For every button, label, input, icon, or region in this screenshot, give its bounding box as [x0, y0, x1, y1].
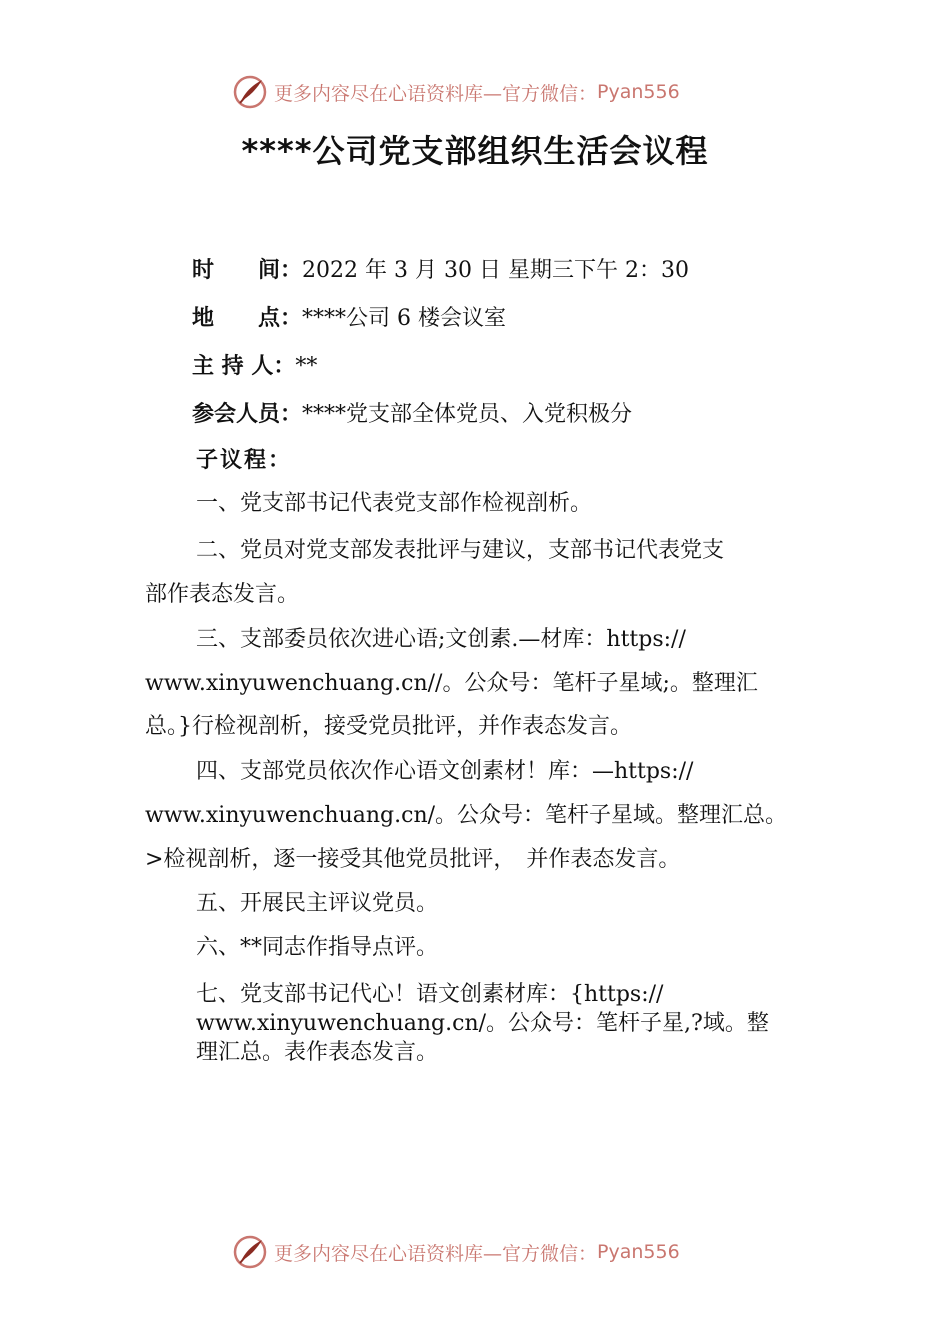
agenda-item-3-line-2: www.xinyuwenchuang.cn//。公众号：笔杆子星域;。整理汇: [145, 671, 758, 696]
agenda-item-1: 一、党支部书记代表党支部作检视剖析。: [196, 491, 593, 516]
time-value: 2022 年 3 月 30 日 星期三下午 2：30: [302, 258, 689, 283]
meta-place-row: [192, 304, 506, 334]
host-label: 主 持 人：: [192, 354, 296, 379]
agenda-item-7-line-1: 七、党支部书记代心！语文创素材库：{https://: [196, 982, 664, 1007]
place-value: ****公司 6 楼会议室: [302, 306, 506, 331]
agenda-item-3-line-3: 总。}行检视剖析，接受党员批评，并作表态发言。: [145, 714, 632, 739]
agenda-item-4-line-2: www.xinyuwenchuang.cn/。公众号：笔杆子星域。整理汇总。: [145, 803, 788, 828]
agenda-item-5: 五、开展民主评议党员。: [196, 891, 439, 916]
page-title: ****公司党支部组织生活会议程: [241, 132, 709, 170]
agenda-item-2-line-1: 二、党员对党支部发表批评与建议，支部书记代表党支: [196, 538, 725, 563]
host-value: **: [295, 354, 318, 379]
agenda-item-4-line-1: 四、支部党员依次作心语文创素材！库：—https://: [196, 759, 694, 784]
place-label: 地 点：: [192, 306, 303, 331]
agenda-item-4-line-3: >检视剖析，逐一接受其他党员批评， 并作表态发言。: [145, 847, 681, 872]
feather-pen-logo-icon: [232, 1234, 268, 1270]
banner-text: 更多内容尽在心语资料库—官方微信：: [274, 1242, 598, 1265]
agenda-item-6: 六、**同志作指导点评。: [196, 935, 439, 960]
attendees-label: 参会人员：: [192, 402, 303, 427]
agenda-item-2-line-2: 部作表态发言。: [145, 582, 300, 607]
banner-text: 更多内容尽在心语资料库—官方微信：: [274, 82, 598, 105]
meta-attendees-row: [192, 400, 632, 430]
header-banner: [232, 72, 732, 112]
feather-pen-logo-icon: [232, 74, 268, 110]
time-label: 时 间：: [192, 258, 303, 283]
banner-wechat-id: Pyan556: [597, 1241, 680, 1263]
meta-time-row: [192, 256, 689, 286]
meta-host-row: [192, 352, 317, 382]
agenda-item-7-line-3: 理汇总。表作表态发言。: [196, 1040, 439, 1065]
agenda-item-3-line-1: 三、支部委员依次进心语;文创素.—材库：https://: [196, 627, 686, 652]
banner-wechat-id: Pyan556: [597, 81, 680, 103]
footer-banner: [232, 1232, 732, 1272]
agenda-heading: 子议程：: [196, 448, 293, 473]
agenda-item-7-line-2: www.xinyuwenchuang.cn/。公众号：笔杆子星,?域。整: [196, 1011, 769, 1036]
attendees-value: ****党支部全体党员、入党积极分: [302, 402, 633, 427]
